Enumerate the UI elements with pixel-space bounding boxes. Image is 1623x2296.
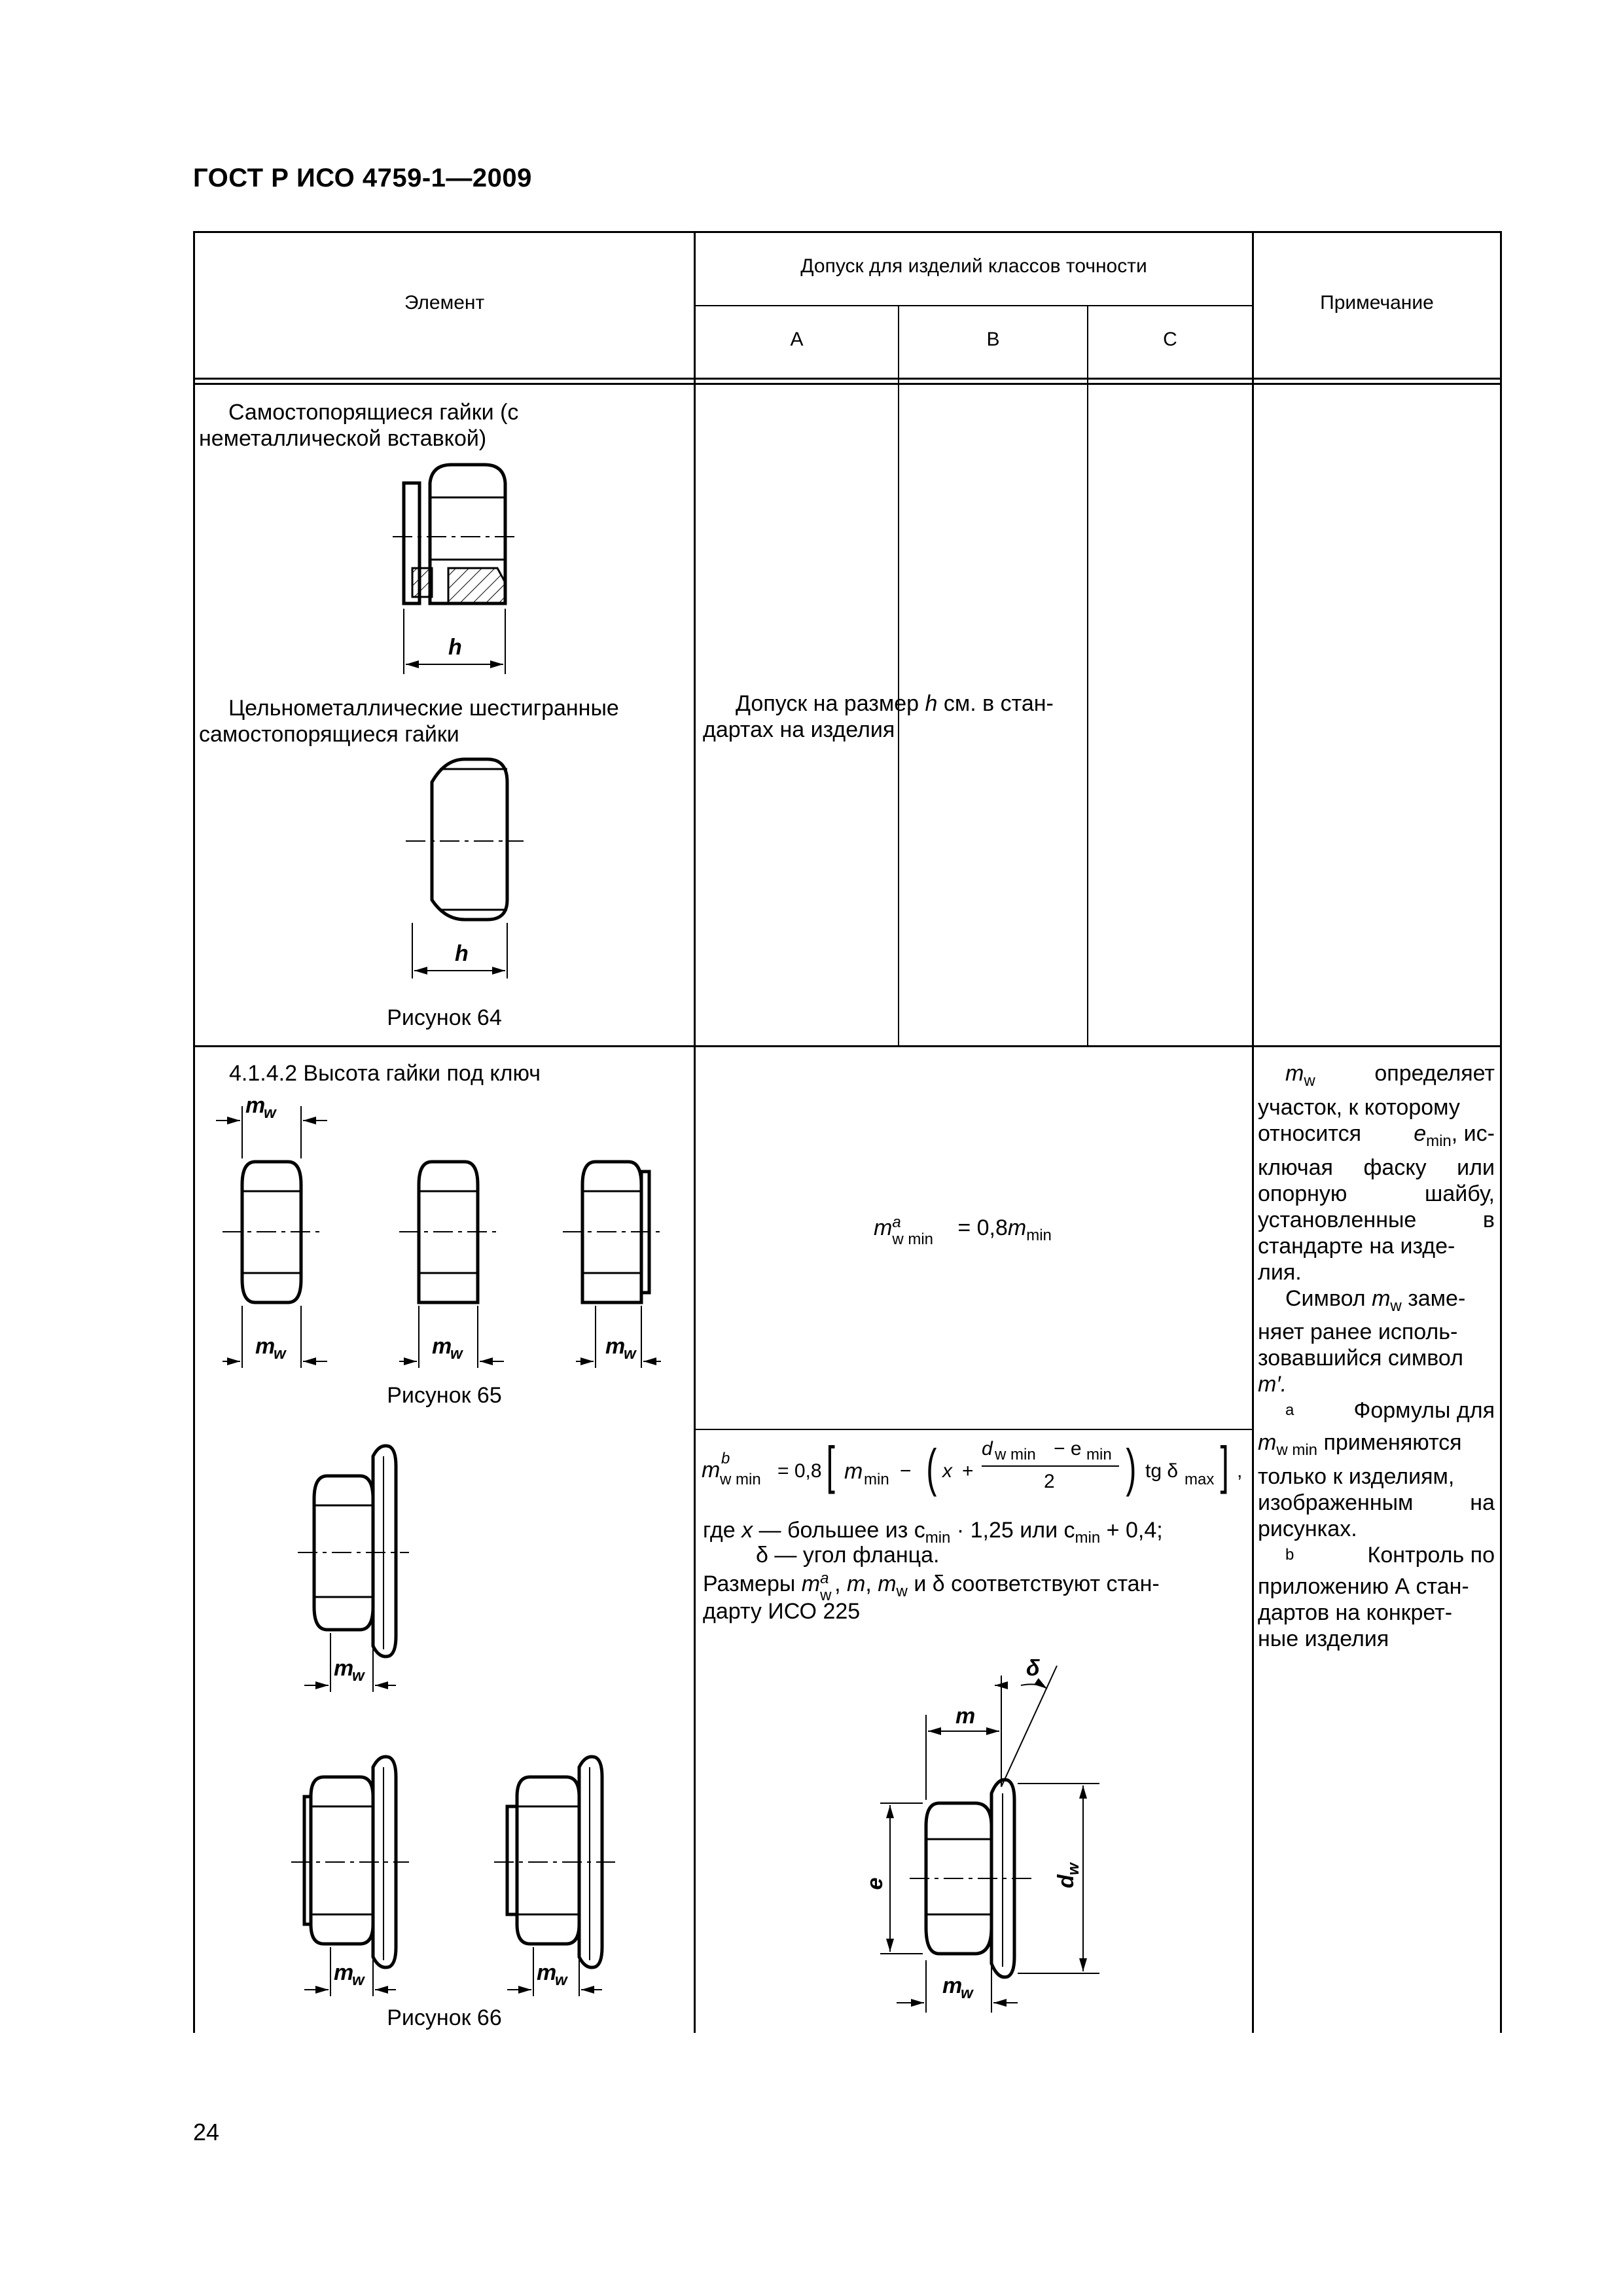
- svg-text:w: w: [1065, 1863, 1082, 1875]
- dim-mw-fig65-c: m: [605, 1334, 626, 1359]
- dim-mw-fig65-b: m: [432, 1334, 452, 1359]
- svg-text:w: w: [624, 1345, 636, 1363]
- header-note: Примечание: [1320, 292, 1434, 314]
- header-element: Элемент: [404, 292, 485, 314]
- formula-mw-min-a: m a w min = $0,8m_{min}$: [874, 1213, 1052, 1248]
- where-x-line: где x — большее из $c_{min} \cdot 1,25$ или $c_{min} + 0,4$;: [703, 1518, 1163, 1547]
- header-class-c: C: [1163, 329, 1177, 350]
- dim-mw-fig66-top: m: [334, 1656, 354, 1681]
- dim-mw-fig66-bl: m: [334, 1960, 354, 1985]
- formula-mw-min-b: m b w min = 0,8 [ m min − ( x + d w min − e min 2 ) tg δ max ] ,: [702, 1436, 1243, 1497]
- header-tolerance: Допуск для изделий классов точности: [800, 255, 1147, 277]
- tolerance-h-text-2: дартах на изделия: [703, 717, 895, 742]
- flange-nut-dimension-diagram: [880, 1666, 1099, 2013]
- nut-fig65-a: [216, 1106, 327, 1368]
- section-4-1-4-2: 4.1.4.2 Высота гайки под ключ: [229, 1061, 541, 1086]
- figure-66-caption: Рисунок 66: [387, 2005, 502, 2030]
- where-delta-line: δ — угол фланца.: [756, 1543, 940, 1568]
- dim-label-e: e: [863, 1877, 887, 1890]
- figure-65-caption: Рисунок 65: [387, 1383, 502, 1408]
- tolerance-h-text: Допуск на размер h см. в стан-: [736, 691, 1054, 716]
- note-block: $m_w$ определяет участок, к которому относится $e_{min}$, ис- ключая фаску или опорную шайбу, установленные в стандарте на изде- лия. Символ $m_w$ заме- няет ранее исполь- зовавшийся символ m′. $^a$ Формулы для $m_{w min}$ применяются только к изделиям, изображенным на рисунках. $^b$ Контроль по приложению А стан- дартов на конкрет- ные изделия: [1258, 1061, 1495, 1651]
- dim-label-m: m: [955, 1704, 976, 1729]
- svg-text:w: w: [961, 1984, 973, 2002]
- dim-mw-fig66-br: m: [537, 1960, 557, 1985]
- dim-mw-fig65-a: m: [255, 1334, 276, 1359]
- svg-text:w: w: [555, 1971, 567, 1989]
- header-class-b: B: [986, 329, 1000, 350]
- figure-64-caption: Рисунок 64: [387, 1005, 502, 1030]
- allmetal-text-line1: Цельнометаллические шестигранные: [228, 696, 619, 721]
- sizes-line-2: дарту ИСО 225: [703, 1599, 861, 1624]
- svg-text:w: w: [264, 1104, 276, 1122]
- dim-label-h1: h: [448, 635, 462, 660]
- svg-text:w: w: [450, 1345, 463, 1363]
- flange-nut-fig66-top: [298, 1446, 409, 1692]
- svg-text:w: w: [352, 1971, 365, 1989]
- document-title: ГОСТ Р ИСО 4759-1—2009: [193, 164, 532, 192]
- page-number: 24: [193, 2119, 220, 2145]
- header-class-a: A: [790, 329, 804, 350]
- allmetal-text-line2: самостопорящиеся гайки: [199, 722, 459, 747]
- sizes-line: Размеры m a w , m, $m_w$ и δ соответствуют стан-: [703, 1570, 1160, 1604]
- nonmetallic-insert-text: Самостопорящиеся гайки (с неметаллической вставкой): [199, 400, 519, 451]
- dim-label-dw: [1054, 1862, 1082, 1888]
- svg-text:d: d: [1054, 1874, 1079, 1888]
- dim-label-delta: δ: [1026, 1656, 1040, 1681]
- svg-text:w: w: [274, 1345, 286, 1363]
- dim-mw-diagram: m: [942, 1973, 963, 1998]
- dim-mw-fig65-top: m: [245, 1093, 266, 1118]
- svg-text:w: w: [352, 1667, 365, 1685]
- dim-label-h2: h: [455, 941, 469, 966]
